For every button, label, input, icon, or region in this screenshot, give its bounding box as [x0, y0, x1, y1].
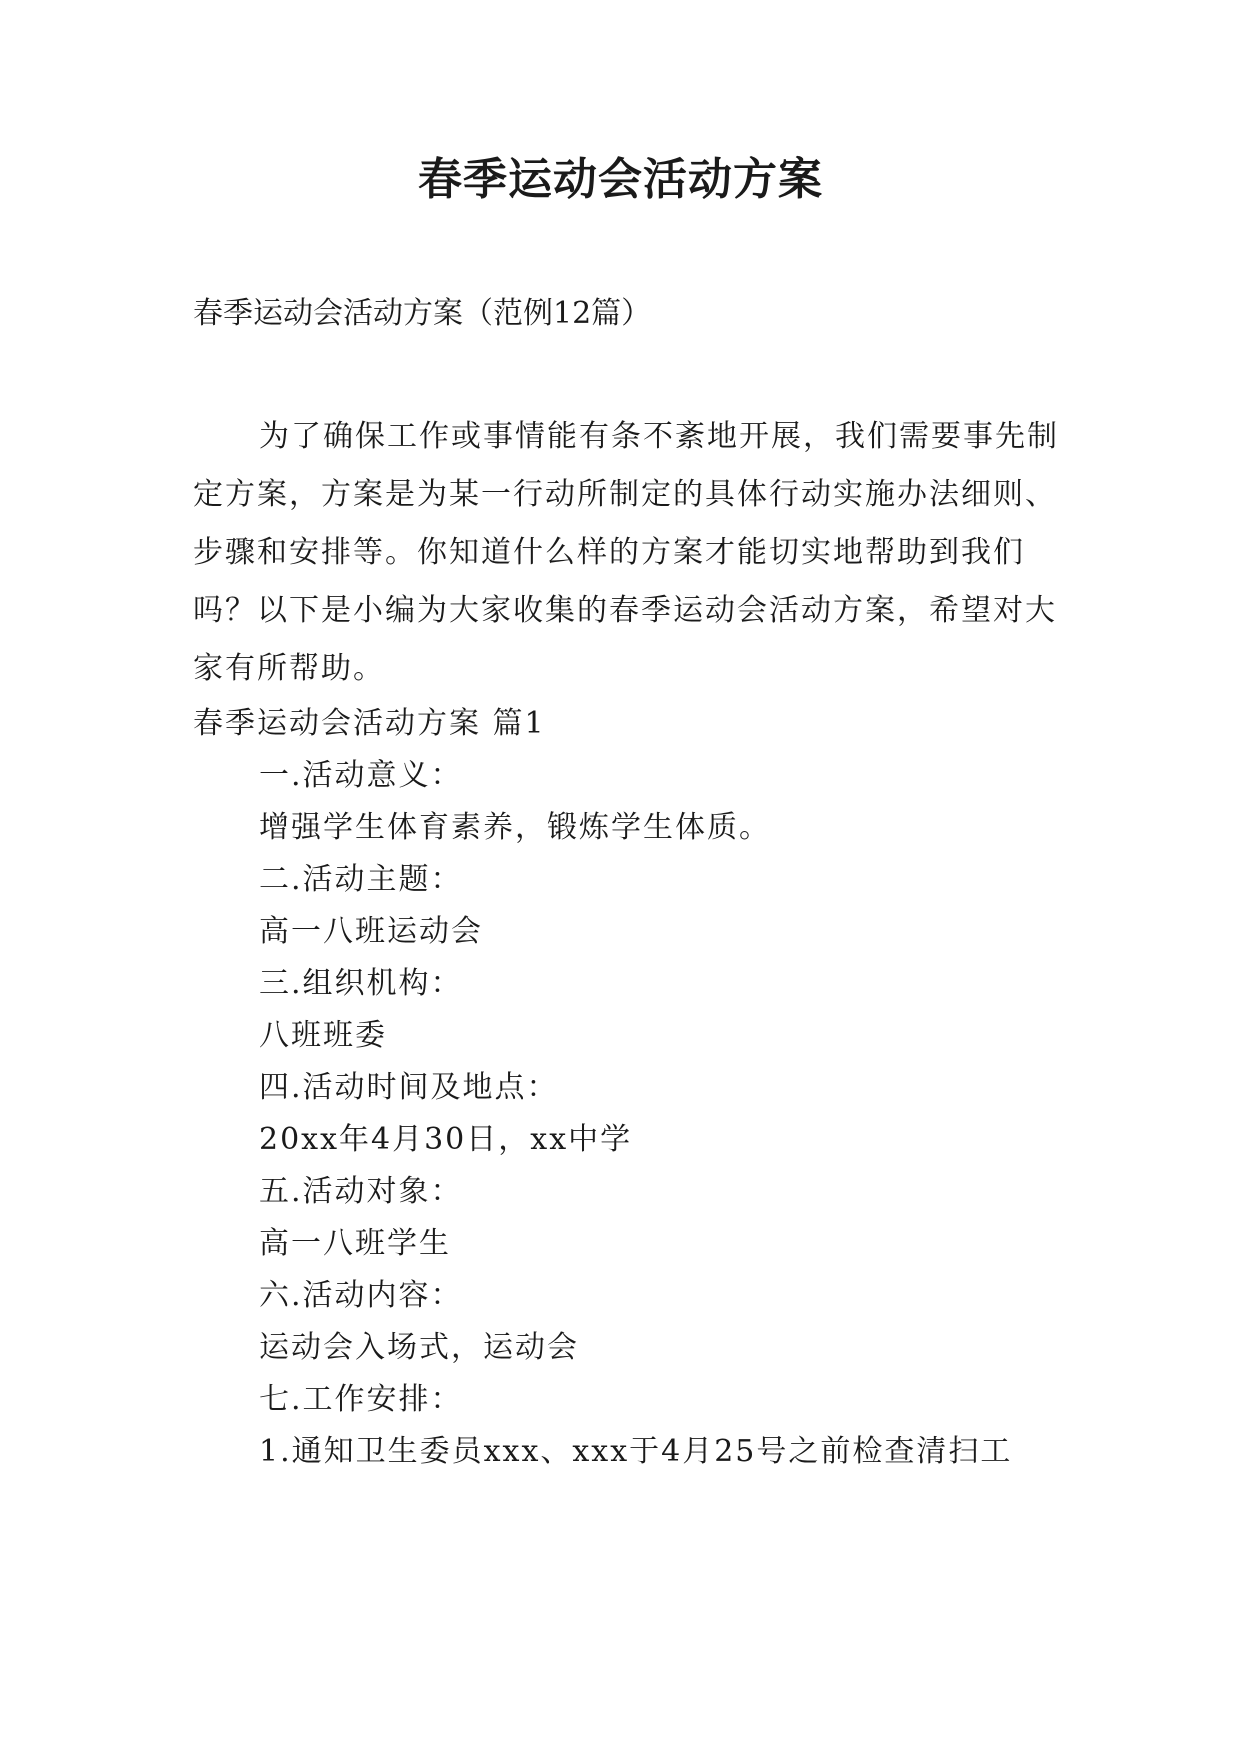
list-item: 20xx年4月30日，xx中学 [259, 1122, 633, 1157]
list-item: 运动会入场式，运动会 [259, 1330, 579, 1365]
list-item: 八班班委 [259, 1018, 387, 1053]
document-title: 春季运动会活动方案 [418, 154, 823, 205]
list-item: 高一八班学生 [259, 1226, 451, 1261]
intro-paragraph: 为了确保工作或事情能有条不紊地开展，我们需要事先制定方案，方案是为某一行动所制定的具体行动实施办法细则、步骤和安排等。你知道什么样的方案才能切实地帮助到我们吗？以下是小编为大家收集的春季运动会活动方案，希望对大家有所帮助。 [193, 419, 1059, 686]
document-subtitle: 春季运动会活动方案（范例12篇） [193, 296, 652, 331]
list-item: 1.通知卫生委员xxx、xxx于4月25号之前检查清扫工 [259, 1434, 1013, 1469]
list-item: 增强学生体育素养，锻炼学生体质。 [259, 810, 771, 845]
list-item: 六.活动内容： [259, 1278, 463, 1313]
list-item: 一.活动意义： [259, 758, 463, 793]
list-item: 三.组织机构： [259, 966, 463, 1001]
list-item: 二.活动主题： [259, 862, 463, 897]
list-item: 四.活动时间及地点： [259, 1070, 559, 1105]
section-heading: 春季运动会活动方案 篇1 [193, 706, 546, 741]
list-item: 五.活动对象： [259, 1174, 463, 1209]
list-item: 高一八班运动会 [259, 914, 483, 949]
list-item: 七.工作安排： [259, 1382, 463, 1417]
